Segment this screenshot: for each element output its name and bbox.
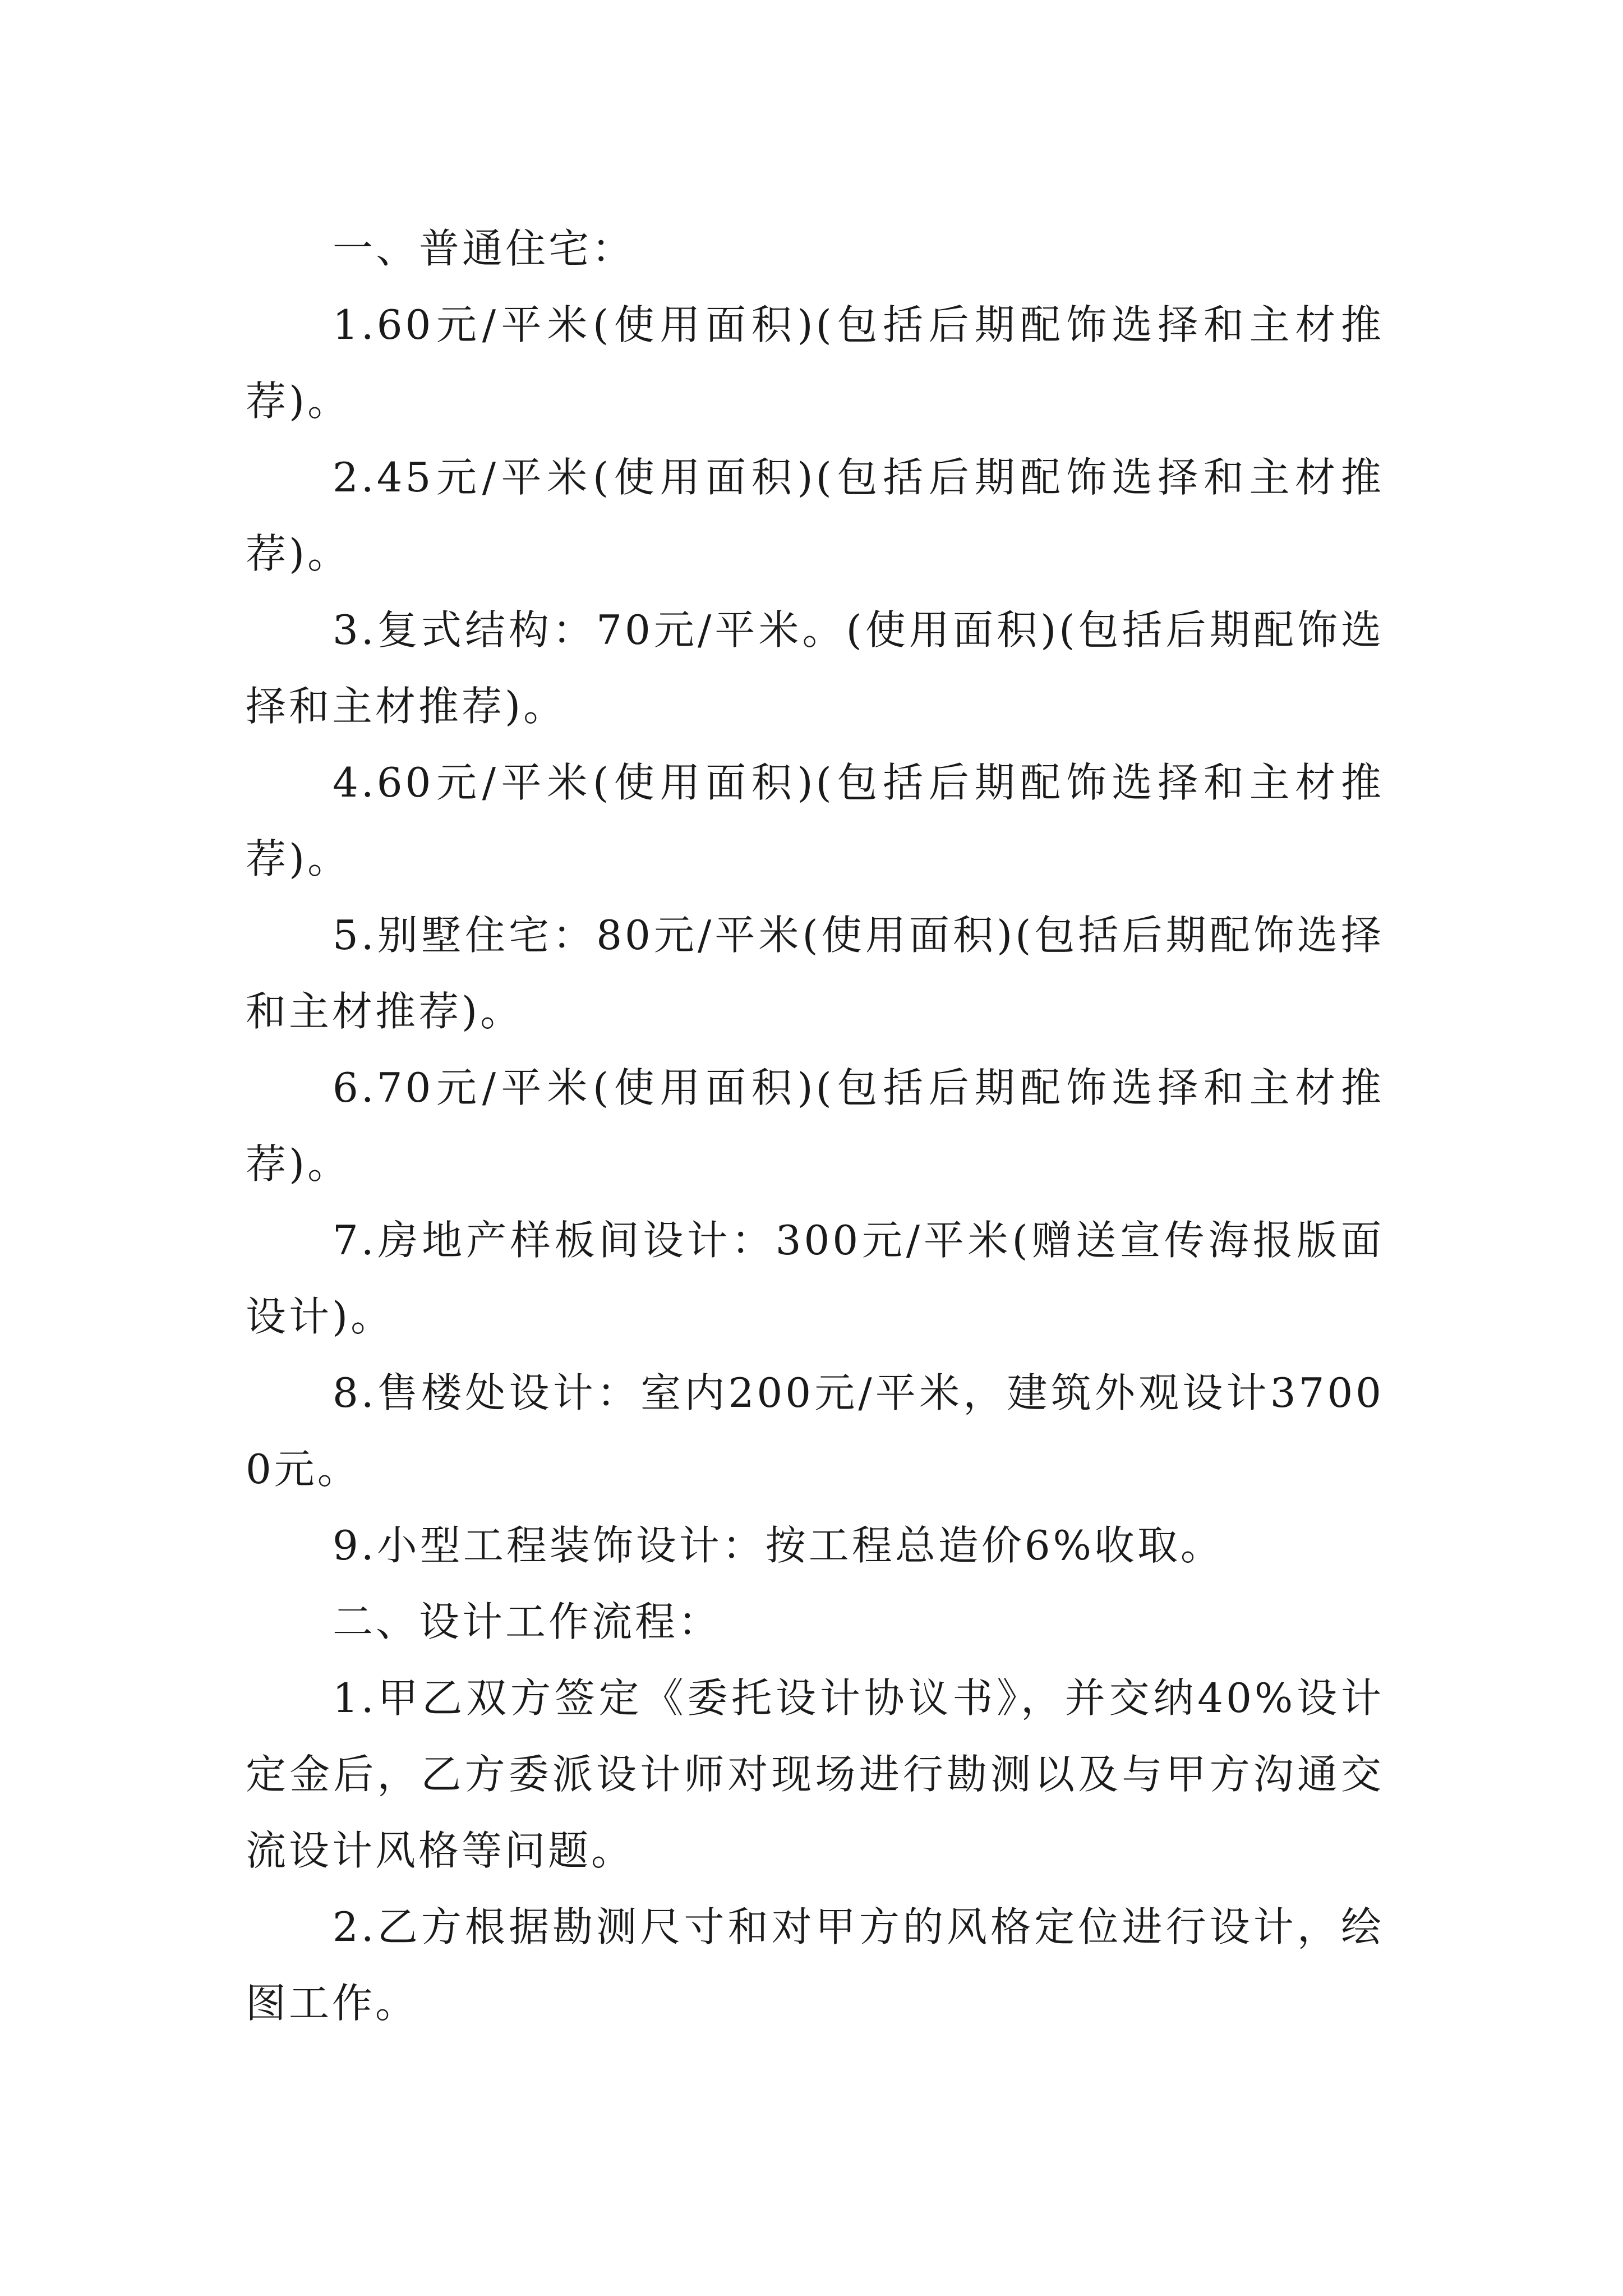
workflow-step-2: 2.乙方根据勘测尺寸和对甲方的风格定位进行设计，绘图工作。 xyxy=(246,1903,1384,2027)
fee-item-3-duplex: 3.复式结构：70元/平米。(使用面积)(包括后期配饰选择和主材推荐)。 xyxy=(246,606,1384,730)
fee-item-2: 2.45元/平米(使用面积)(包括后期配饰选择和主材推荐)。 xyxy=(246,454,1384,577)
fee-item-1: 1.60元/平米(使用面积)(包括后期配饰选择和主材推荐)。 xyxy=(246,301,1384,425)
workflow-step-1: 1.甲乙双方签定《委托设计协议书》，并交纳40%设计定金后，乙方委派设计师对现场进行勘测以及与甲方沟通交流设计风格等问题。 xyxy=(246,1674,1384,1874)
fee-item-4: 4.60元/平米(使用面积)(包括后期配饰选择和主材推荐)。 xyxy=(246,759,1384,882)
fee-item-7-showroom: 7.房地产样板间设计：300元/平米(赠送宣传海报版面设计)。 xyxy=(246,1217,1384,1340)
section-heading-workflow: 二、设计工作流程： xyxy=(333,1598,722,1645)
section-heading-residential: 一、普通住宅： xyxy=(333,225,635,272)
fee-item-6: 6.70元/平米(使用面积)(包括后期配饰选择和主材推荐)。 xyxy=(246,1064,1384,1188)
fee-item-5-villa: 5.别墅住宅：80元/平米(使用面积)(包括后期配饰选择和主材推荐)。 xyxy=(246,912,1384,1035)
fee-item-9-small-project: 9.小型工程装饰设计：按工程总造价6%收取。 xyxy=(333,1522,1224,1569)
document-body xyxy=(246,210,1384,2041)
fee-item-8-sales-office: 8.售楼处设计：室内200元/平米，建筑外观设计37000元。 xyxy=(246,1369,1384,1493)
